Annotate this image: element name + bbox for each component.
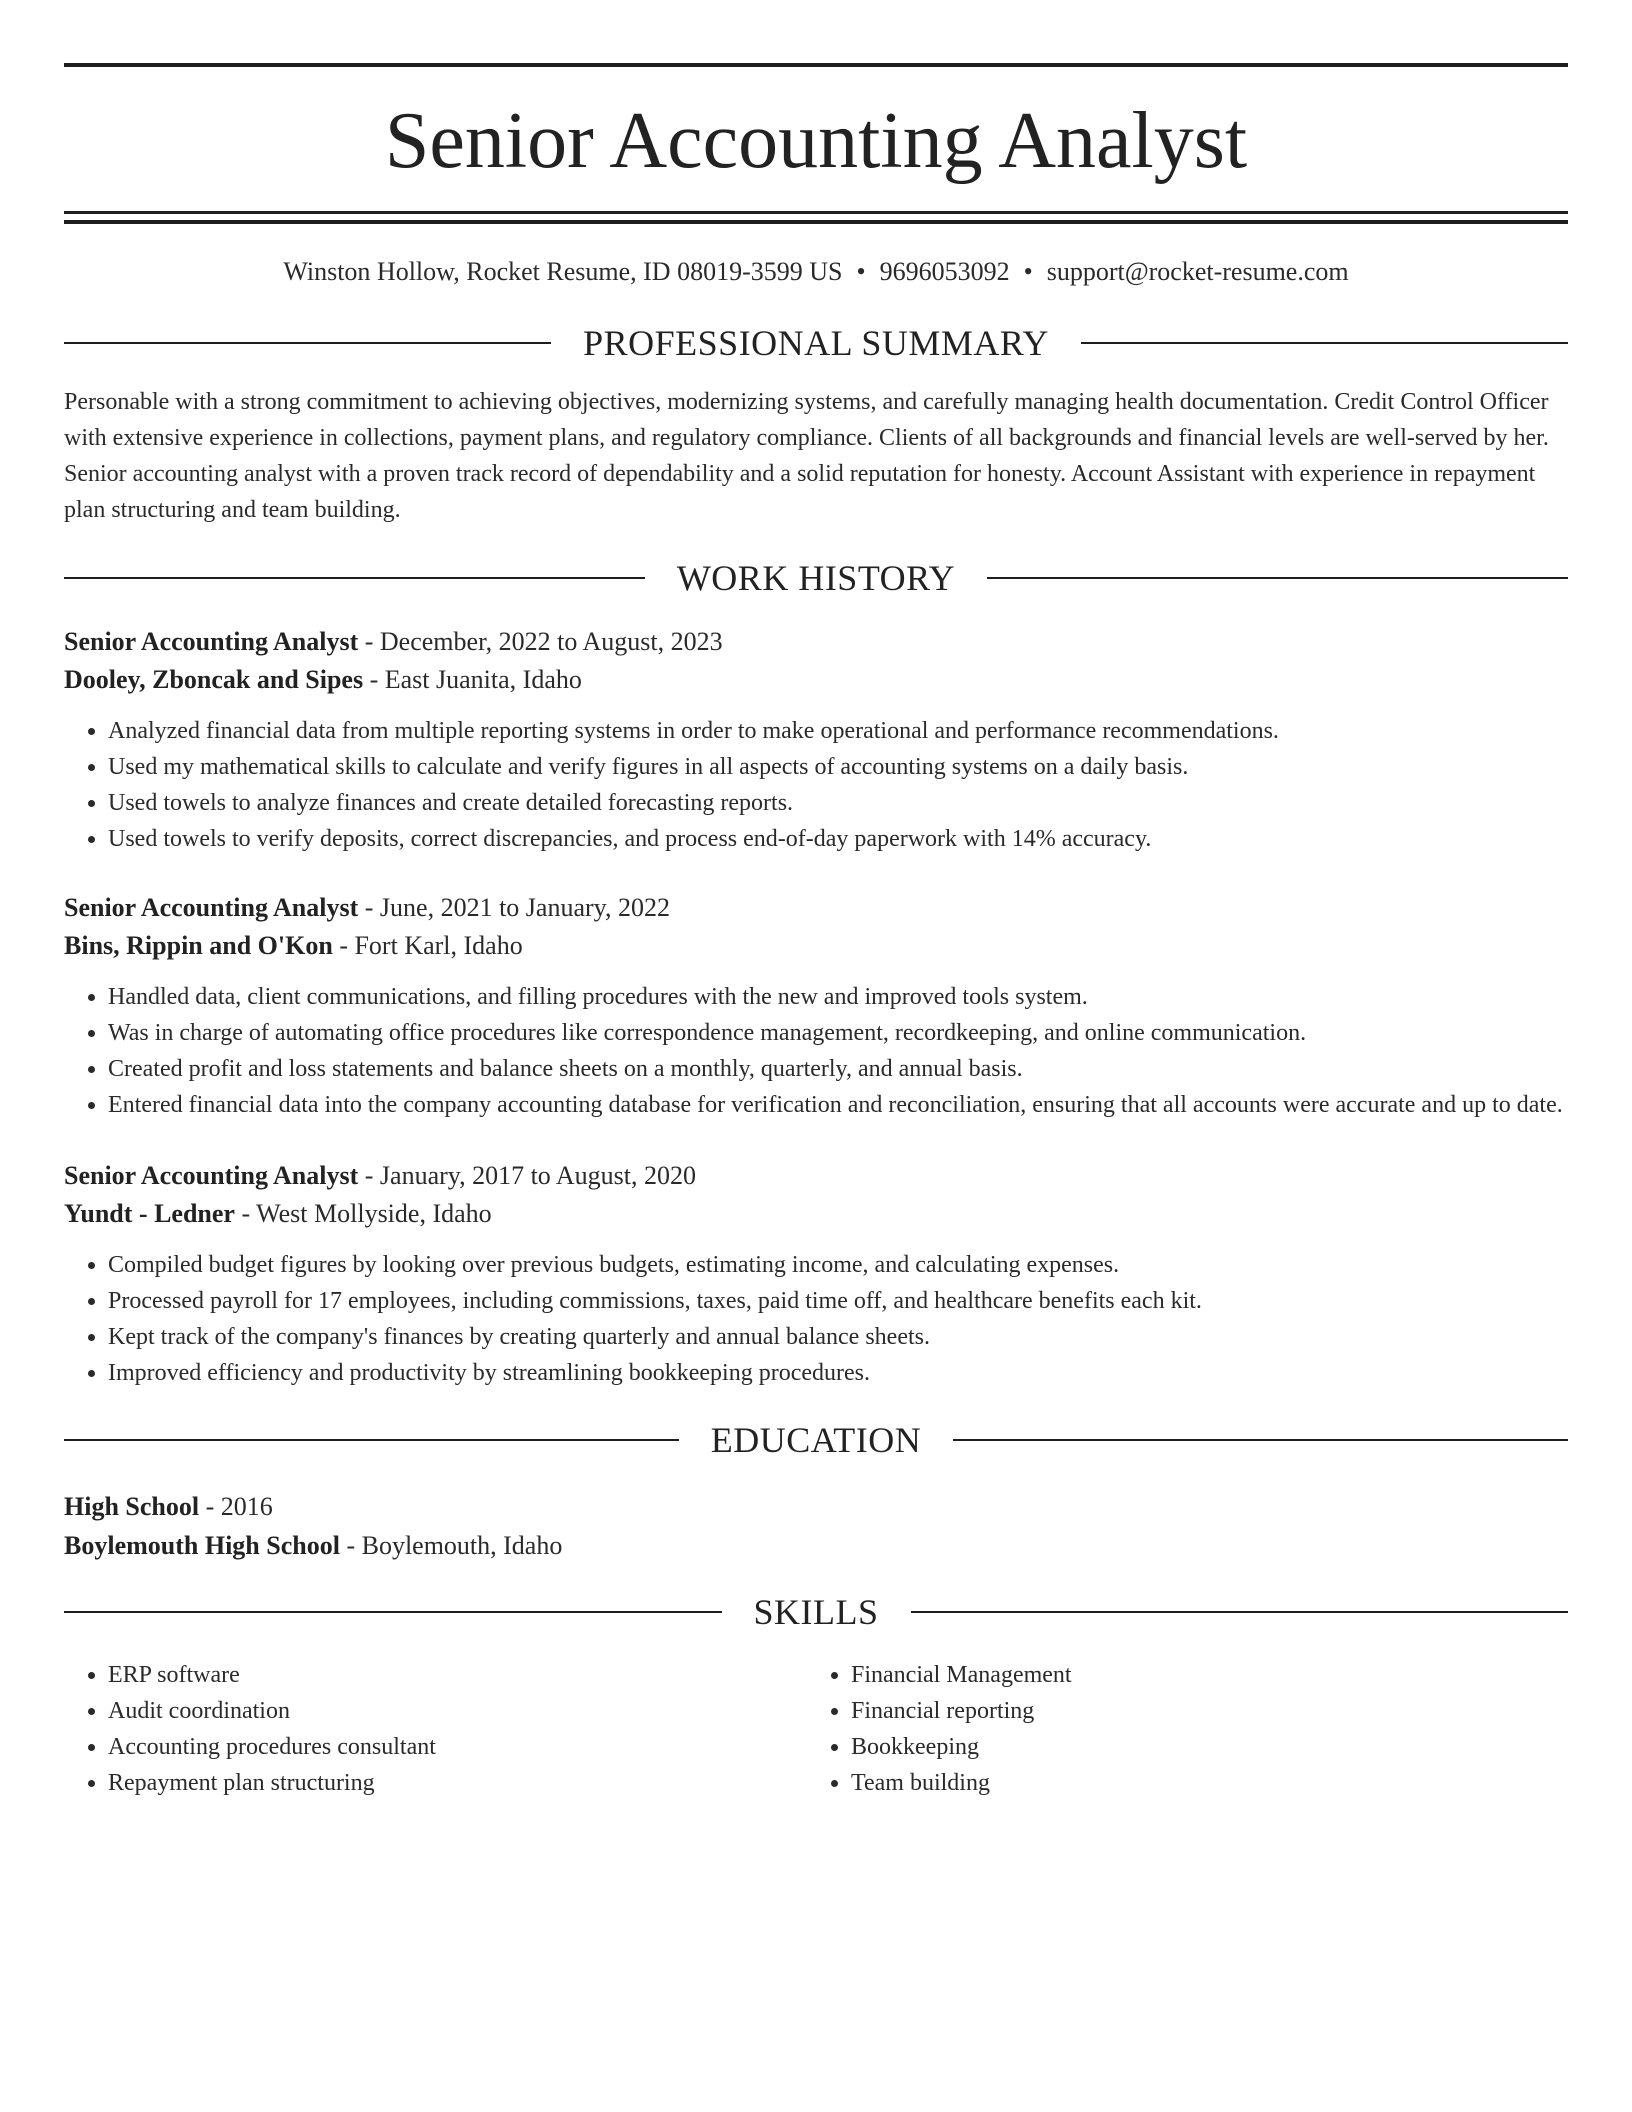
skill-item: • Audit coordination xyxy=(108,1693,807,1729)
job-title-line xyxy=(64,1157,1568,1195)
list-item: • Compiled budget figures by looking over previous budgets, estimating income, and calculating expenses. xyxy=(108,1247,1568,1283)
skills-grid xyxy=(64,1657,1568,1801)
section-title: EDUCATION xyxy=(710,1420,922,1460)
job-location: - Fort Karl, Idaho xyxy=(332,931,523,960)
section-header-work xyxy=(64,557,1568,599)
education-year: - 2016 xyxy=(199,1492,273,1521)
skill-item: • Team building xyxy=(851,1765,1568,1801)
skill-item: • Financial Management xyxy=(851,1657,1568,1693)
list-item: • Handled data, client communications, and filling procedures with the new and improved tools system. xyxy=(108,979,1568,1015)
divider xyxy=(64,342,551,344)
skills-column-left xyxy=(64,1657,807,1801)
education-entry xyxy=(64,1487,1568,1565)
contact-email: support@rocket-resume.com xyxy=(1046,257,1349,286)
education-degree-line xyxy=(64,1487,1568,1526)
job-company: Yundt - Ledner xyxy=(64,1199,235,1228)
divider xyxy=(953,1439,1568,1441)
job-company-line xyxy=(64,1195,1568,1233)
section-header-skills xyxy=(64,1591,1568,1633)
job-bullets xyxy=(64,979,1568,1123)
list-item: • Used my mathematical skills to calculate and verify figures in all aspects of accounting systems on a daily basis. xyxy=(108,749,1568,785)
job-bullets xyxy=(64,713,1568,857)
title-double-rule xyxy=(64,211,1568,224)
divider xyxy=(911,1611,1569,1613)
skill-item: • Repayment plan structuring xyxy=(108,1765,807,1801)
job-company-line xyxy=(64,927,1568,965)
contact-address: Winston Hollow, Rocket Resume, ID 08019-3599 US xyxy=(283,257,843,286)
list-item: • Analyzed financial data from multiple reporting systems in order to make operational and performance recommendations. xyxy=(108,713,1568,749)
list-item: • Entered financial data into the company accounting database for verification and reconciliation, ensuring that all accounts were accurate and up to date. xyxy=(108,1087,1568,1123)
job-company: Bins, Rippin and O'Kon xyxy=(64,931,333,960)
education-school-line xyxy=(64,1526,1568,1565)
job-title: Senior Accounting Analyst xyxy=(64,1161,359,1190)
section-header-education xyxy=(64,1419,1568,1461)
contact-phone: 9696053092 xyxy=(879,257,1010,286)
contact-separator: • xyxy=(1023,257,1033,286)
contact-separator: • xyxy=(856,257,866,286)
section-header-summary xyxy=(64,322,1568,364)
job-bullets xyxy=(64,1247,1568,1391)
skill-item: • Bookkeeping xyxy=(851,1729,1568,1765)
job-title: Senior Accounting Analyst xyxy=(64,893,359,922)
divider xyxy=(64,577,645,579)
job-company: Dooley, Zboncak and Sipes xyxy=(64,665,364,694)
list-item: • Kept track of the company's finances by creating quarterly and annual balance sheets. xyxy=(108,1319,1568,1355)
divider xyxy=(64,1611,722,1613)
job-entry xyxy=(64,1157,1568,1391)
skill-item: • Financial reporting xyxy=(851,1693,1568,1729)
list-item: • Improved efficiency and productivity by streamlining bookkeeping procedures. xyxy=(108,1355,1568,1391)
list-item: • Used towels to analyze finances and create detailed forecasting reports. xyxy=(108,785,1568,821)
job-location: - East Juanita, Idaho xyxy=(363,665,582,694)
job-location: - West Mollyside, Idaho xyxy=(234,1199,492,1228)
divider xyxy=(64,1439,679,1441)
list-item: • Processed payroll for 17 employees, including commissions, taxes, paid time off, and healthcare benefits each kit. xyxy=(108,1283,1568,1319)
job-dates: - June, 2021 to January, 2022 xyxy=(358,893,670,922)
education-degree: High School xyxy=(64,1492,200,1521)
education-location: - Boylemouth, Idaho xyxy=(339,1531,563,1560)
education-school: Boylemouth High School xyxy=(64,1531,340,1560)
job-entry xyxy=(64,623,1568,857)
top-rule xyxy=(64,63,1568,67)
job-title: Senior Accounting Analyst xyxy=(64,627,359,656)
job-dates: - January, 2017 to August, 2020 xyxy=(358,1161,696,1190)
list-item: • Created profit and loss statements and balance sheets on a monthly, quarterly, and annual basis. xyxy=(108,1051,1568,1087)
divider xyxy=(1081,342,1568,344)
divider xyxy=(987,577,1568,579)
skill-item: • ERP software xyxy=(108,1657,807,1693)
section-title: WORK HISTORY xyxy=(676,558,956,598)
list-item: • Used towels to verify deposits, correct discrepancies, and process end-of-day paperwork with 14% accuracy. xyxy=(108,821,1568,857)
job-entry xyxy=(64,889,1568,1123)
section-title: PROFESSIONAL SUMMARY xyxy=(583,323,1049,363)
job-title-line xyxy=(64,623,1568,661)
job-company-line xyxy=(64,661,1568,699)
page-title: Senior Accounting Analyst xyxy=(384,97,1248,185)
section-title: SKILLS xyxy=(753,1592,879,1632)
summary-text: Personable with a strong commitment to achieving objectives, modernizing systems, and carefully managing health documentation. Credit Control Officer with extensive experience in collections, payment plans, and regulatory compliance. Clients of all backgrounds and financial levels are well-served by her. Senior accounting analyst with a proven track record of dependability and a solid reputation for honesty. Account Assistant with experience in repayment plan structuring and team building. xyxy=(64,389,1549,523)
skill-item: • Accounting procedures consultant xyxy=(108,1729,807,1765)
job-dates: - December, 2022 to August, 2023 xyxy=(358,627,723,656)
contact-line xyxy=(64,256,1568,288)
resume-page xyxy=(64,0,1568,1801)
skills-column-right xyxy=(807,1657,1568,1801)
list-item: • Was in charge of automating office procedures like correspondence management, recordkeeping, and online communication. xyxy=(108,1015,1568,1051)
job-title-line xyxy=(64,889,1568,927)
